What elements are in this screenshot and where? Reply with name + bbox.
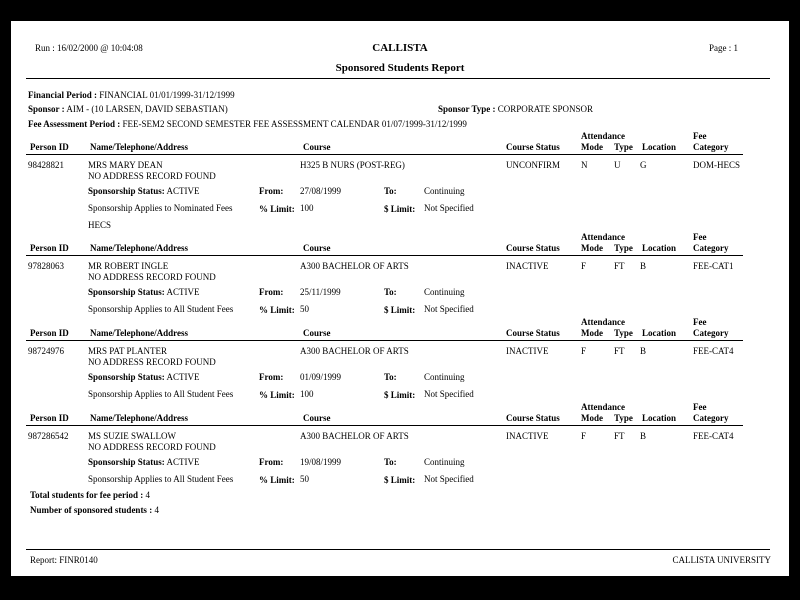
col-attendance: Attendance bbox=[581, 402, 625, 412]
sponsored-students-value: 4 bbox=[154, 505, 159, 515]
type-value: U bbox=[614, 160, 621, 170]
location-value: B bbox=[640, 261, 647, 271]
organization-name: CALLISTA UNIVERSITY bbox=[672, 555, 771, 565]
sponsorship-status-label: Sponsorship Status: bbox=[88, 186, 165, 196]
sponsor bbox=[28, 104, 228, 114]
student-address: NO ADDRESS RECORD FOUND bbox=[88, 357, 216, 367]
to-label: To: bbox=[384, 457, 397, 467]
report-page bbox=[11, 21, 789, 576]
col-person-id: Person ID bbox=[30, 328, 69, 338]
mode-value: N bbox=[581, 160, 588, 170]
page-info bbox=[709, 43, 738, 53]
fee-category-value: FEE-CAT4 bbox=[693, 431, 734, 441]
course-value: A300 BACHELOR OF ARTS bbox=[300, 346, 409, 356]
pct-limit-label: % Limit: bbox=[259, 475, 295, 485]
to-label: To: bbox=[384, 287, 397, 297]
sponsorship-status-value: ACTIVE bbox=[166, 457, 200, 467]
person-id: 98724976 bbox=[28, 346, 64, 356]
fee-period-label: Fee Assessment Period : bbox=[28, 119, 121, 129]
from-label: From: bbox=[259, 372, 284, 382]
sponsor-type-label: Sponsor Type : bbox=[438, 104, 496, 114]
col-type: Type bbox=[614, 328, 633, 338]
person-id: 987286542 bbox=[28, 431, 69, 441]
to-value: Continuing bbox=[424, 372, 465, 382]
pct-limit-label: % Limit: bbox=[259, 204, 295, 214]
student-name: MS SUZIE SWALLOW bbox=[88, 431, 176, 441]
column-divider bbox=[26, 425, 743, 426]
column-divider bbox=[26, 154, 743, 155]
col-fee-category: Category bbox=[693, 328, 729, 338]
from-value: 25/11/1999 bbox=[300, 287, 341, 297]
from-value: 19/08/1999 bbox=[300, 457, 342, 467]
fee-category-value: FEE-CAT1 bbox=[693, 261, 734, 271]
col-mode: Mode bbox=[581, 328, 603, 338]
sponsorship-status bbox=[88, 372, 200, 382]
header-divider bbox=[26, 78, 770, 79]
run-label: Run : bbox=[35, 43, 55, 53]
column-divider bbox=[26, 340, 743, 341]
col-person-id: Person ID bbox=[30, 413, 69, 423]
sponsorship-status-value: ACTIVE bbox=[166, 287, 200, 297]
person-id: 97828063 bbox=[28, 261, 64, 271]
col-attendance: Attendance bbox=[581, 317, 625, 327]
col-mode: Mode bbox=[581, 243, 603, 253]
dollar-limit-label: $ Limit: bbox=[384, 475, 416, 485]
fee-assessment-period bbox=[28, 119, 467, 129]
student-block bbox=[11, 232, 789, 317]
col-fee: Fee bbox=[693, 131, 707, 141]
sponsor-type-value: CORPORATE SPONSOR bbox=[497, 104, 594, 114]
student-address: NO ADDRESS RECORD FOUND bbox=[88, 272, 216, 282]
col-course-status: Course Status bbox=[506, 328, 560, 338]
col-attendance: Attendance bbox=[581, 131, 625, 141]
col-attendance: Attendance bbox=[581, 232, 625, 242]
report-subtitle: Sponsored Students Report bbox=[335, 62, 465, 74]
from-value: 01/09/1999 bbox=[300, 372, 342, 382]
col-type: Type bbox=[614, 413, 633, 423]
col-fee-category: Category bbox=[693, 142, 729, 152]
student-block bbox=[11, 317, 789, 402]
sponsorship-status-value: ACTIVE bbox=[166, 186, 200, 196]
fee-period-value: FEE-SEM2 SECOND SEMESTER FEE ASSESSMENT CALENDAR 01/07/1999-31/12/1999 bbox=[122, 119, 467, 129]
col-location: Location bbox=[642, 142, 677, 152]
from-label: From: bbox=[259, 186, 284, 196]
mode-value: F bbox=[581, 431, 587, 441]
student-address: NO ADDRESS RECORD FOUND bbox=[88, 171, 216, 181]
pct-limit-value: 50 bbox=[300, 474, 309, 484]
pct-limit-label: % Limit: bbox=[259, 305, 295, 315]
total-students bbox=[30, 490, 150, 500]
from-value: 27/08/1999 bbox=[300, 186, 342, 196]
sponsored-students bbox=[30, 505, 159, 515]
financial-period bbox=[28, 90, 235, 100]
col-course: Course bbox=[303, 413, 331, 423]
dollar-limit-value: Not Specified bbox=[424, 304, 474, 314]
pct-limit-value: 100 bbox=[300, 203, 314, 213]
to-value: Continuing bbox=[424, 186, 465, 196]
col-fee-category: Category bbox=[693, 243, 729, 253]
sponsorship-status-label: Sponsorship Status: bbox=[88, 372, 165, 382]
sponsorship-status-label: Sponsorship Status: bbox=[88, 457, 165, 467]
to-label: To: bbox=[384, 186, 397, 196]
sponsorship-status bbox=[88, 457, 200, 467]
col-person-id: Person ID bbox=[30, 142, 69, 152]
student-address: NO ADDRESS RECORD FOUND bbox=[88, 442, 216, 452]
footer-divider bbox=[26, 549, 770, 550]
page-number: 1 bbox=[733, 43, 738, 53]
student-name: MR ROBERT INGLE bbox=[88, 261, 169, 271]
col-name: Name/Telephone/Address bbox=[90, 328, 189, 338]
col-name: Name/Telephone/Address bbox=[90, 142, 189, 152]
col-person-id: Person ID bbox=[30, 243, 69, 253]
sponsorship-status-label: Sponsorship Status: bbox=[88, 287, 165, 297]
sponsorship-applies: Sponsorship Applies to All Student Fees bbox=[88, 474, 234, 484]
col-location: Location bbox=[642, 328, 677, 338]
to-value: Continuing bbox=[424, 287, 465, 297]
nominated-fee: HECS bbox=[88, 220, 112, 230]
column-divider bbox=[26, 255, 743, 256]
dollar-limit-value: Not Specified bbox=[424, 474, 474, 484]
sponsor-value: AIM - (10 LARSEN, DAVID SEBASTIAN) bbox=[66, 104, 228, 114]
col-location: Location bbox=[642, 413, 677, 423]
col-course: Course bbox=[303, 142, 331, 152]
col-fee: Fee bbox=[693, 232, 707, 242]
col-location: Location bbox=[642, 243, 677, 253]
total-students-value: 4 bbox=[145, 490, 150, 500]
sponsorship-applies: Sponsorship Applies to All Student Fees bbox=[88, 389, 234, 399]
sponsor-type bbox=[438, 104, 593, 114]
student-name: MRS MARY DEAN bbox=[88, 160, 163, 170]
pct-limit-label: % Limit: bbox=[259, 390, 295, 400]
fee-category-value: DOM-HECS bbox=[693, 160, 741, 170]
course-status-value: INACTIVE bbox=[506, 261, 549, 271]
col-type: Type bbox=[614, 142, 633, 152]
financial-period-label: Financial Period : bbox=[28, 90, 97, 100]
student-block bbox=[11, 402, 789, 487]
col-type: Type bbox=[614, 243, 633, 253]
location-value: B bbox=[640, 431, 647, 441]
financial-period-value: FINANCIAL 01/01/1999-31/12/1999 bbox=[99, 90, 235, 100]
course-value: H325 B NURS (POST-REG) bbox=[300, 160, 405, 170]
mode-value: F bbox=[581, 261, 587, 271]
course-value: A300 BACHELOR OF ARTS bbox=[300, 431, 409, 441]
pct-limit-value: 50 bbox=[300, 304, 309, 314]
col-fee: Fee bbox=[693, 402, 707, 412]
student-name: MRS PAT PLANTER bbox=[88, 346, 168, 356]
to-value: Continuing bbox=[424, 457, 465, 467]
from-label: From: bbox=[259, 457, 284, 467]
sponsorship-status bbox=[88, 287, 200, 297]
col-mode: Mode bbox=[581, 142, 603, 152]
to-label: To: bbox=[384, 372, 397, 382]
col-course-status: Course Status bbox=[506, 142, 560, 152]
type-value: FT bbox=[614, 346, 625, 356]
run-value: 16/02/2000 @ 10:04:08 bbox=[57, 43, 143, 53]
dollar-limit-value: Not Specified bbox=[424, 203, 474, 213]
type-value: FT bbox=[614, 431, 625, 441]
location-value: G bbox=[640, 160, 647, 170]
sponsored-students-label: Number of sponsored students : bbox=[30, 505, 153, 515]
col-fee: Fee bbox=[693, 317, 707, 327]
sponsorship-status-value: ACTIVE bbox=[166, 372, 200, 382]
person-id: 98428821 bbox=[28, 160, 64, 170]
page-label: Page : bbox=[709, 43, 732, 53]
report-label: Report: bbox=[30, 555, 57, 565]
col-course: Course bbox=[303, 328, 331, 338]
type-value: FT bbox=[614, 261, 625, 271]
col-mode: Mode bbox=[581, 413, 603, 423]
col-name: Name/Telephone/Address bbox=[90, 243, 189, 253]
course-status-value: INACTIVE bbox=[506, 431, 549, 441]
location-value: B bbox=[640, 346, 647, 356]
course-value: A300 BACHELOR OF ARTS bbox=[300, 261, 409, 271]
dollar-limit-label: $ Limit: bbox=[384, 305, 416, 315]
total-students-label: Total students for fee period : bbox=[30, 490, 144, 500]
student-block bbox=[11, 131, 789, 231]
col-fee-category: Category bbox=[693, 413, 729, 423]
col-course-status: Course Status bbox=[506, 243, 560, 253]
sponsor-label: Sponsor : bbox=[28, 104, 65, 114]
dollar-limit-value: Not Specified bbox=[424, 389, 474, 399]
course-status-value: UNCONFIRM bbox=[506, 160, 561, 170]
col-course: Course bbox=[303, 243, 331, 253]
from-label: From: bbox=[259, 287, 284, 297]
sponsorship-applies: Sponsorship Applies to All Student Fees bbox=[88, 304, 234, 314]
fee-category-value: FEE-CAT4 bbox=[693, 346, 734, 356]
report-code: FINR0140 bbox=[59, 555, 98, 565]
dollar-limit-label: $ Limit: bbox=[384, 204, 416, 214]
report-title: CALLISTA bbox=[372, 42, 428, 54]
pct-limit-value: 100 bbox=[300, 389, 314, 399]
course-status-value: INACTIVE bbox=[506, 346, 549, 356]
report-id bbox=[30, 555, 98, 565]
col-course-status: Course Status bbox=[506, 413, 560, 423]
col-name: Name/Telephone/Address bbox=[90, 413, 189, 423]
dollar-limit-label: $ Limit: bbox=[384, 390, 416, 400]
sponsorship-status bbox=[88, 186, 200, 196]
mode-value: F bbox=[581, 346, 587, 356]
sponsorship-applies: Sponsorship Applies to Nominated Fees bbox=[88, 203, 233, 213]
